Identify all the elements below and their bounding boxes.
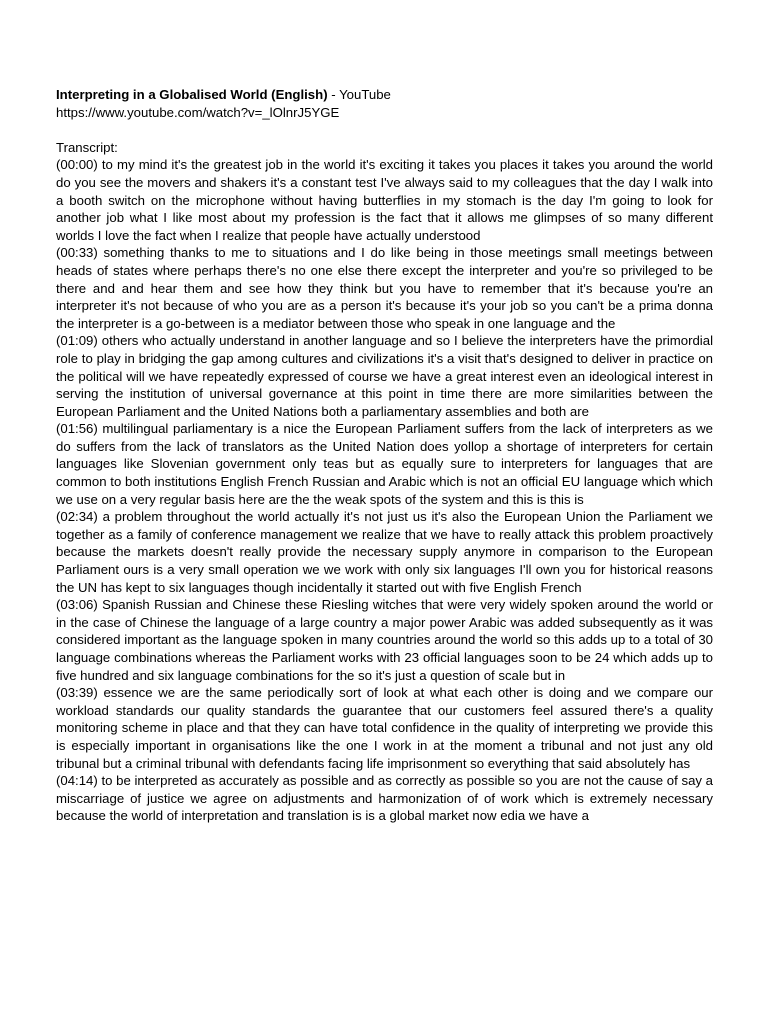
transcript-segment: (03:39) essence we are the same periodically sort of look at what each other is doing and we compare our workload standards our quality standards the guarantee that our customers feel assured there's a quality monitoring scheme in place and that they can have total confidence in the quality of interpreting we provide this is especially important in organisations like the one I work in at the moment a tribunal and not just any old tribunal but a criminal tribunal with defendants facing life imprisonment so everything that said absolutely has xyxy=(56,685,713,771)
document-page xyxy=(56,86,713,825)
transcript-label: Transcript: xyxy=(56,139,118,155)
document-title-suffix: - YouTube xyxy=(327,87,391,102)
video-url: https://www.youtube.com/watch?v=_lOlnrJ5YGE xyxy=(56,104,340,120)
transcript-segment: (00:00) to my mind it's the greatest job in the world it's exciting it takes you places it takes you around the world do you see the movers and shakers it's a constant test I've always said to my colleagues that the day I walk into a booth switch on the microphone without having butterflies in my stomach is the day I'm going to look for another job what I like most about my profession is the fact that it allows me glimpses of so many different worlds I love the fact when I realize that people have actually understood xyxy=(56,157,713,243)
transcript-segment: (04:14) to be interpreted as accurately as possible and as correctly as possible so you are not the cause of say a miscarriage of justice we agree on adjustments and harmonization of of work which is extremely necessary because the world of interpretation and translation is is a global market now edia we have a xyxy=(56,773,713,824)
transcript-segment: (00:33) something thanks to me to situations and I do like being in those meetings small meetings between heads of states where perhaps there's no one else there except the interpreter and you're so privileged to be there and and hear them and see how they think but you have to remember that it's because you're an interpreter it's not because of who you are as a person it's because it's your job so you can't be a prima donna the interpreter is a go-between is a mediator between those who speak in one language and the xyxy=(56,245,713,331)
transcript-segment: (02:34) a problem throughout the world actually it's not just us it's also the European Union the Parliament we together as a family of conference management we realize that we have to really attack this problem proactively because the markets doesn't really provide the necessary supply anymore in comparison to the European Parliament ours is a very small operation we we work with only six languages I'll own you for historical reasons the UN has kept to six languages though incidentally it started out with five English French xyxy=(56,509,713,595)
document-title: Interpreting in a Globalised World (English) xyxy=(56,87,328,102)
transcript-segment: (01:09) others who actually understand in another language and so I believe the interpreters have the primordial role to play in bridging the gap among cultures and civilizations it's a visit that's designed to deliver in practice on the political will we have repeatedly expressed of course we have a great interest even an ideological interest in serving the institution of universal governance at this point in time there are more similarities between the European Parliament and the United Nations both a parliamentary assemblies and both are xyxy=(56,333,713,419)
transcript-segment: (03:06) Spanish Russian and Chinese these Riesling witches that were very widely spoken around the world or in the case of Chinese the language of a large country a major power Arabic was added subsequently as it was considered important as the language spoken in many countries around the world so this adds up to a total of 30 language combinations whereas the Parliament works with 23 official languages soon to be 24 which adds up to five hundred and six language combinations for the so it's just a question of scale but in xyxy=(56,597,713,683)
spacer xyxy=(56,121,713,139)
transcript-body xyxy=(56,156,713,825)
document-header xyxy=(56,86,713,104)
transcript-segment: (01:56) multilingual parliamentary is a nice the European Parliament suffers from the lack of interpreters as we do suffers from the lack of translators as the United Nation does yollop a shortage of interpreters for certain languages like Slovenian government only teas but as equally sure to interpreters for languages that are common to both institutions English French Russian and Arabic which is not an official EU language which which we use on a very regular basis here are the the weak spots of the system and this is this is xyxy=(56,421,713,507)
